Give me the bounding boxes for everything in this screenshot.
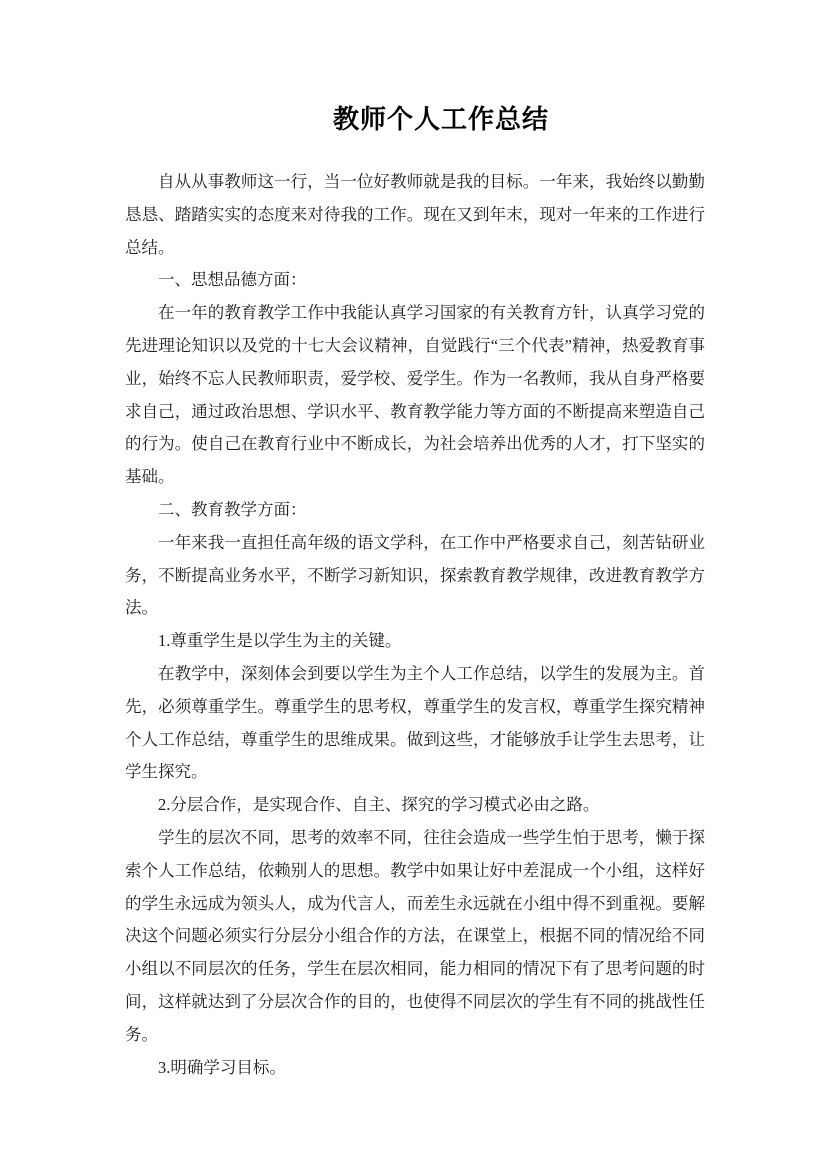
heading-section-1-ideology: 一、思想品德方面： bbox=[158, 270, 307, 290]
heading-section-2-teaching: 二、教育教学方面： bbox=[158, 499, 307, 519]
heading-point-3-learning-goals: 3.明确学习目标。 bbox=[158, 1057, 286, 1077]
paragraph-intro: 自从从事教师这一行，当一位好教师就是我的目标。一年来，我始终以勤勤恳恳、踏踏实实的态度来对待我的工作。现在又到年末，现对一年来的工作进行总结。 bbox=[125, 172, 705, 257]
heading-point-2-layered-cooperation: 2.分层合作，是实现合作、自主、探究的学习模式必由之路。 bbox=[158, 795, 600, 815]
heading-point-1-respect-students: 1.尊重学生是以学生为主的关键。 bbox=[158, 631, 402, 651]
paragraph-teaching-overview: 一年来我一直担任高年级的语文学科，在工作中严格要求自己，刻苦钻研业务，不断提高业务水平，不断学习新知识，探索教育教学规律，改进教育教学方法。 bbox=[125, 532, 705, 618]
paragraph-respect-students: 在教学中，深刻体会到要以学生为主个人工作总结，以学生的发展为主。首先，必须尊重学生。尊重学生的思考权，尊重学生的发言权，尊重学生探究精神个人工作总结，尊重学生的思维成果。做到这些，才能够放手让学生去思考，让学生探究。 bbox=[125, 663, 705, 782]
document-title: 教师个人工作总结 bbox=[332, 105, 549, 134]
paragraph-layered-cooperation: 学生的层次不同，思考的效率不同，往往会造成一些学生怕于思考，懒于探索个人工作总结，依赖别人的思想。教学中如果让好中差混成一个小组，这样好的学生永远成为领头人，成为代言人，而差生永远就在小组中得不到重视。要解决这个问题必须实行分层分小组合作的方法，在课堂上，根据不同的情况给不同小组以不同层次的任务，学生在层次相同，能力相同的情况下有了思考问题的时间，这样就达到了分层次合作的目的，也使得不同层次的学生有不同的挑战性任务。 bbox=[125, 827, 705, 1044]
paragraph-ideology-morals: 在一年的教育教学工作中我能认真学习国家的有关教育方针，认真学习党的先进理论知识以及党的十七大会议精神，自觉践行“三个代表”精神，热爱教育事业，始终不忘人民教师职责，爱学校、爱学生。作为一名教师，我从自身严格要求自己，通过政治思想、学识水平、教育教学能力等方面的不断提高来塑造自己的行为。使自己在教育行业中不断成长，为社会培养出优秀的人才，打下坚实的基础。 bbox=[125, 303, 705, 487]
